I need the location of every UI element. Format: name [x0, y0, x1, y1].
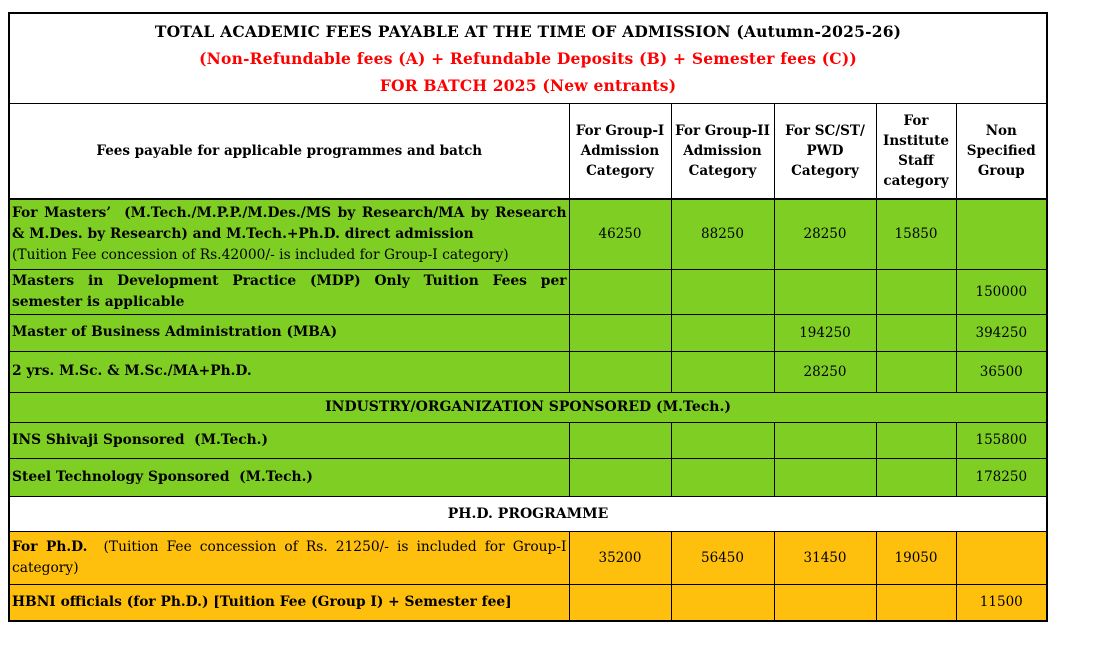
fee-value: 194250	[774, 314, 876, 351]
fee-row	[9, 584, 1047, 621]
row-label-text: Steel Technology Sponsored (M.Tech.)	[12, 468, 313, 485]
fee-value: 46250	[569, 199, 671, 269]
fee-value	[569, 584, 671, 621]
fee-value: 155800	[956, 422, 1047, 458]
fee-value	[671, 314, 774, 351]
row-label-note: (Tuition Fee concession of Rs.42000/- is included for Group-I category)	[12, 246, 509, 263]
title-row	[9, 13, 1047, 104]
fee-value	[876, 351, 956, 392]
title-line-3: FOR BATCH 2025 (New entrants)	[379, 76, 677, 95]
fee-row	[9, 199, 1047, 269]
row-label-text: HBNI officials (for Ph.D.) [Tuition Fee (Group I) + Semester fee]	[12, 593, 512, 610]
row-label-text: INS Shivaji Sponsored (M.Tech.)	[12, 431, 269, 448]
fee-value	[671, 458, 774, 496]
fee-row	[9, 269, 1047, 314]
fee-value	[876, 584, 956, 621]
row-label-text: For Ph.D.	[12, 538, 88, 555]
column-header-programmes: Fees payable for applicable programmes and batch	[9, 104, 569, 200]
row-label-text: 2 yrs. M.Sc. & M.Sc./MA+Ph.D.	[12, 363, 252, 379]
row-label	[9, 314, 569, 351]
fee-value	[569, 422, 671, 458]
column-header-institute-staff: For Institute Staff category	[876, 104, 956, 200]
table-body	[9, 199, 1047, 621]
fee-value	[671, 422, 774, 458]
row-label	[9, 422, 569, 458]
row-label-note: (Tuition Fee concession of Rs. 21250/- is included for Group-I category)	[12, 538, 567, 576]
fee-value	[774, 458, 876, 496]
fee-value: 178250	[956, 458, 1047, 496]
row-label	[9, 531, 569, 584]
fee-value: 11500	[956, 584, 1047, 621]
column-header-row	[9, 104, 1047, 200]
row-label	[9, 458, 569, 496]
fee-value	[671, 351, 774, 392]
fees-table	[8, 12, 1048, 622]
section-header: INDUSTRY/ORGANIZATION SPONSORED (M.Tech.)	[9, 392, 1047, 422]
fee-value	[569, 314, 671, 351]
fee-value	[774, 584, 876, 621]
fee-value	[569, 269, 671, 314]
column-header-non-specified: Non Specified Group	[956, 104, 1047, 200]
section-row	[9, 392, 1047, 422]
row-label-text: Master of Business Administration (MBA)	[12, 324, 338, 340]
fee-value: 36500	[956, 351, 1047, 392]
fee-row	[9, 422, 1047, 458]
table-title	[9, 13, 1047, 104]
fee-value: 28250	[774, 351, 876, 392]
row-label-text: Masters in Development Practice (MDP) Only Tuition Fees per semester is applicable	[12, 272, 567, 310]
title-line-1: TOTAL ACADEMIC FEES PAYABLE AT THE TIME OF ADMISSION (Autumn-2025-26)	[154, 22, 902, 41]
row-label	[9, 584, 569, 621]
fee-value	[774, 422, 876, 458]
fee-value: 28250	[774, 199, 876, 269]
fee-value	[956, 531, 1047, 584]
fee-value: 35200	[569, 531, 671, 584]
fee-value	[956, 199, 1047, 269]
section-row	[9, 496, 1047, 531]
fee-value: 15850	[876, 199, 956, 269]
column-header-group1: For Group-I Admission Category	[569, 104, 671, 200]
row-label	[9, 269, 569, 314]
fee-row	[9, 314, 1047, 351]
fee-value: 19050	[876, 531, 956, 584]
fee-value: 56450	[671, 531, 774, 584]
fee-row	[9, 531, 1047, 584]
fee-value	[569, 351, 671, 392]
fee-value: 150000	[956, 269, 1047, 314]
fee-row	[9, 351, 1047, 392]
fee-value	[569, 458, 671, 496]
fee-value	[671, 584, 774, 621]
row-label	[9, 199, 569, 269]
row-label-text: For Masters’ (M.Tech./M.P.P./M.Des./MS by Research/MA by Research & M.Des. by Research) and M.Tech.+Ph.D. direct admission	[12, 204, 567, 242]
fee-value: 394250	[956, 314, 1047, 351]
row-label	[9, 351, 569, 392]
section-header: PH.D. PROGRAMME	[9, 496, 1047, 531]
fee-value	[876, 458, 956, 496]
title-line-2: (Non-Refundable fees (A) + Refundable Deposits (B) + Semester fees (C))	[199, 49, 857, 68]
column-header-group2: For Group-II Admission Category	[671, 104, 774, 200]
fee-value	[876, 422, 956, 458]
fee-value: 31450	[774, 531, 876, 584]
fee-value	[876, 314, 956, 351]
column-header-scst-pwd: For SC/ST/ PWD Category	[774, 104, 876, 200]
fee-value: 88250	[671, 199, 774, 269]
fee-row	[9, 458, 1047, 496]
fee-value	[671, 269, 774, 314]
fee-value	[876, 269, 956, 314]
fee-value	[774, 269, 876, 314]
